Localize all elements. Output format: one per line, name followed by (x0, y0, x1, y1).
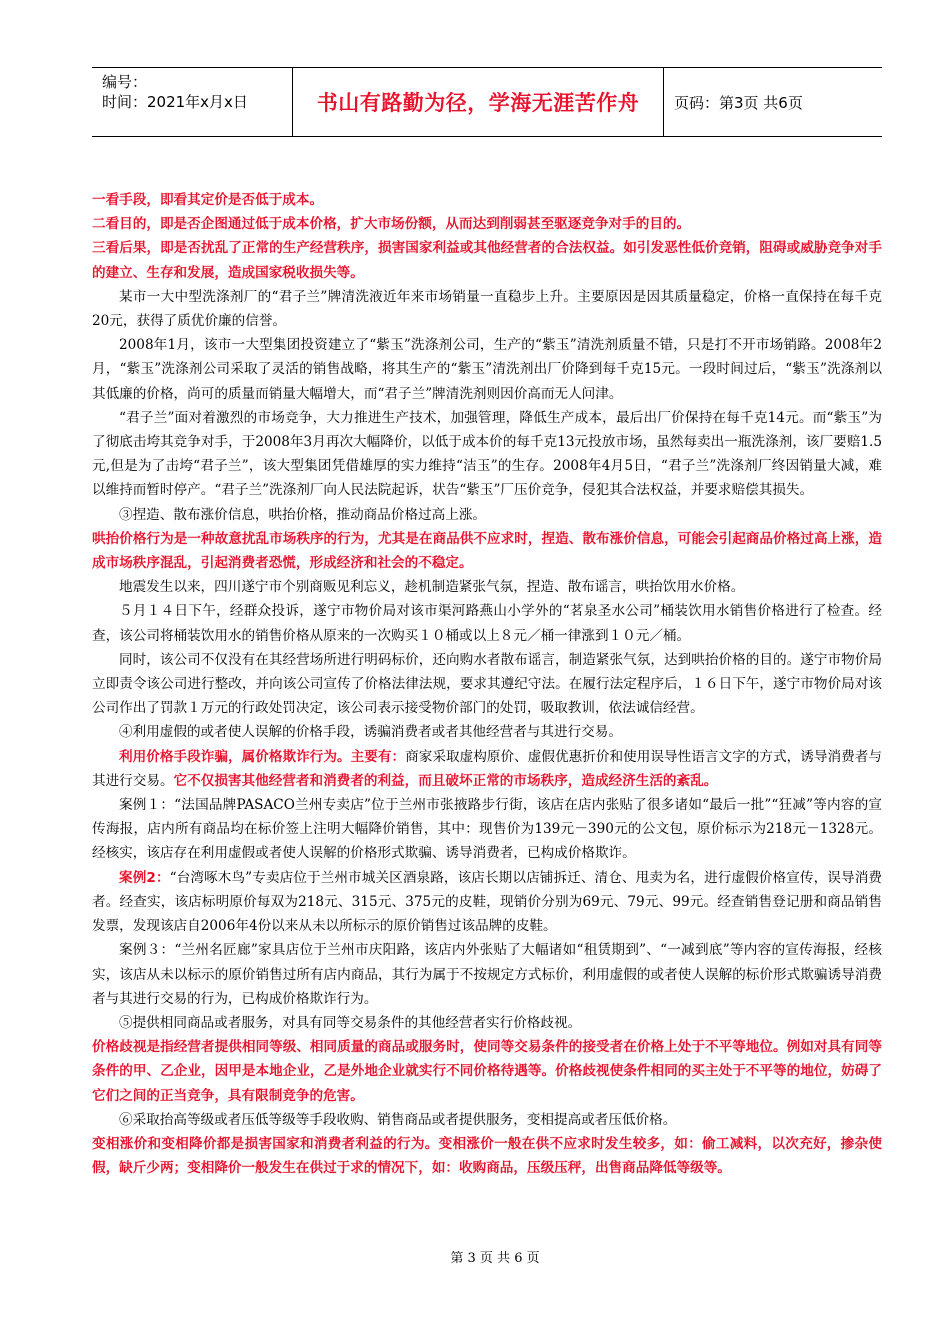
paragraph-text: 某市一大中型洗涤剂厂的“君子兰”牌清洗液近年来市场销量一直稳步上升。主要原因是因其质量稳定，价格一直保持在每千克20元，获得了质优价廉的信誉。 (92, 288, 882, 330)
paragraph-text: ③捏造、散布涨价信息，哄抬价格，推动商品价格过高上涨。 (119, 506, 487, 523)
body-paragraph (92, 406, 882, 503)
body-paragraph (92, 599, 882, 647)
body-paragraph (92, 1011, 882, 1035)
body-paragraph (92, 503, 882, 527)
body-paragraph (92, 575, 882, 599)
emphasis-text: 它不仅损害其他经营者和消费者的利益，而且破坏正常的市场秩序，造成经济生活的紊乱。 (173, 772, 718, 789)
highlight-paragraph (92, 188, 882, 212)
body-paragraph (92, 793, 882, 866)
paragraph-text: 地震发生以来，四川遂宁市个别商贩见利忘义，趁机制造紧张气氛，捏造、散布谣言，哄抬饮用水价格。 (119, 579, 745, 596)
body-paragraph (92, 745, 882, 793)
page-header (92, 67, 882, 137)
body-paragraph (92, 938, 882, 1011)
paragraph-text: 案例３：“兰州名匠廊”家具店位于兰州市庆阳路，该店内外张贴了大幅诸如“租赁期到”、“一减到底”等内容的宣传海报，经核实，该店从未以标示的原价销售过所有店内商品，其行为属于不按规定方式标价，利用虚假的或者使人误解的标价形式欺骗诱导消费者与其进行交易的行为，已构成价格欺诈行为。 (92, 942, 882, 1007)
body-paragraph (92, 285, 882, 333)
body-paragraph (92, 648, 882, 721)
emphasis-text: 利用价格手段诈骗，属价格欺诈行为。主要有： (119, 748, 406, 765)
emphasis-text: 哄抬价格行为是一种故意扰乱市场秩序的行为，尤其是在商品供不应求时，捏造、散布涨价信息，可能会引起商品价格过高上涨，造成市场秩序混乱，引起消费者恐慌，形成经济和社会的不稳定。 (92, 530, 882, 572)
body-paragraph (92, 333, 882, 406)
time-label: 时间：2021年x月x日 (102, 93, 248, 111)
code-label: 编号： (102, 73, 148, 91)
page-footer: 第 3 页 共 6 页 (450, 1251, 540, 1266)
body-paragraph (92, 866, 882, 939)
highlight-paragraph (92, 1132, 882, 1180)
paragraph-text: 商家采取虚构原价、虚假优惠折价和使用误导性语言文字的方式，诱导消费者与其进行交易。 (92, 748, 883, 789)
paragraph-text: ⑥采取抬高等级或者压低等级等手段收购、销售商品或者提供服务，变相提高或者压低价格。 (119, 1111, 677, 1128)
paragraph-text: “君子兰”面对着激烈的市场竞争，大力推进生产技术，加强管理，降低生产成本，最后出厂价保持在每千克14元。而“紫玉”为了彻底击垮其竞争对手，于2008年3月再次大幅降价，以低于成本价的每千克13元投放市场，虽然每卖出一瓶洗涤剂，该厂要赔1.5元,但是为了击垮“君子兰”，该大型集团凭借雄厚的实力维持“洁玉”的生存。2008年4月5日，“君子兰”洗涤剂厂终因销量大减，难以维持而暂时停产。“君子兰”洗涤剂厂向人民法院起诉，状告“紫玉”厂压价竞争，侵犯其合法权益，并要求赔偿其损失。 (92, 409, 882, 499)
paragraph-text: ④利用虚假的或者使人误解的价格手段，诱骗消费者或者其他经营者与其进行交易。 (119, 724, 622, 741)
emphasis-text: 价格歧视是指经营者提供相同等级、相同质量的商品或服务时，使同等交易条件的接受者在价格上处于不平等地位。例如对具有同等条件的甲、乙企业，因甲是本地企业，乙是外地企业就实行不同价格待遇等。价格歧视使条件相同的买主处于不平等的地位，妨碍了它们之间的正当竞争，具有限制竞争的危害。 (92, 1039, 882, 1104)
paragraph-text: 同时，该公司不仅没有在其经营场所进行明码标价，还向购水者散布谣言，制造紧张气氛，达到哄抬价格的目的。遂宁市物价局立即责令该公司进行整改，并向该公司宣传了价格法律法规，要求其遵纪守法。在履行法定程序后，１６日下午，遂宁市物价局对该公司作出了罚款１万元的行政处罚决定，该公司表示接受物价部门的处罚，吸取教训，依法诚信经营。 (92, 651, 882, 717)
body-paragraph (92, 1108, 882, 1132)
emphasis-text: 三看后果，即是否扰乱了正常的生产经营秩序，损害国家利益或其他经营者的合法权益。如引发恶性低价竞销，阻碍或威胁竞争对手的建立、生存和发展，造成国家税收损失等。 (92, 240, 882, 281)
paragraph-text: ５月１４日下午，经群众投诉，遂宁市物价局对该市渠河路燕山小学外的“茗泉圣水公司”桶装饮用水销售价格进行了检查。经查，该公司将桶装饮用水的销售价格从原来的一次购买１０桶或以上８元／桶一律涨到１０元／桶。 (92, 603, 882, 644)
paragraph-text: 案例１：“法国品牌PASACO兰州专卖店”位于兰州市张掖路步行街，该店在店内张贴了很多诸如“最后一批”“狂减”等内容的宣传海报，店内所有商品均在标价签上注明大幅降价销售，其中：现售价为139元－390元的公文包，原价标示为218元－1328元。经核实，该店存在利用虚假或者使人误解的价格形式欺骗、诱导消费者，已构成价格欺诈。 (92, 797, 882, 862)
highlight-paragraph (92, 527, 882, 575)
emphasis-text: 二看目的，即是否企图通过低于成本价格，扩大市场份额，从而达到削弱甚至驱逐竞争对手的目的。 (92, 216, 691, 233)
emphasis-text: 案例2： (119, 869, 170, 886)
highlight-paragraph (92, 1035, 882, 1108)
paragraph-text: ⑤提供相同商品或者服务，对具有同等交易条件的其他经营者实行价格歧视。 (119, 1014, 582, 1031)
header-page-label: 页码：第3页 共6页 (674, 93, 803, 112)
emphasis-text: 一看手段，即看其定价是否低于成本。 (92, 192, 324, 208)
body-paragraph (92, 720, 882, 744)
paragraph-text: 2008年1月，该市一大型集团投资建立了“紫玉”洗涤剂公司，生产的“紫玉”清洗剂质量不错，只是打不开市场销路。2008年2月，“紫玉”洗涤剂公司采取了灵活的销售战略，将其生产的“紫玉”清洗剂出厂价降到每千克15元。一段时间过后，“紫玉”洗涤剂以其低廉的价格，尚可的质量而销量大幅增大，而“君子兰”牌清洗剂则因价高而无人问津。 (92, 337, 882, 402)
paragraph-text: “台湾啄木鸟”专卖店位于兰州市城关区酒泉路，该店长期以店铺拆迁、清仓、甩卖为名，进行虚假价格宣传，误导消费者。经查实，该店标明原价每双为218元、315元、375元的皮鞋，现销价分别为69元、79元、99元。经查销售登记册和商品销售发票，发现该店自2006年4份以来从未以所标示的原价销售过该品牌的皮鞋。 (92, 869, 882, 935)
header-motto: 书山有路勤为径，学海无涯苦作舟 (292, 68, 664, 136)
highlight-paragraph (92, 236, 882, 284)
highlight-paragraph (92, 212, 882, 236)
document-body (92, 188, 882, 1180)
emphasis-text: 变相涨价和变相降价都是损害国家和消费者利益的行为。变相涨价一般在供不应求时发生较多，如：偷工减料，以次充好，掺杂使假，缺斤少两；变相降价一般发生在供过于求的情况下，如：收购商品，压级压秤，出售商品降低等级等。 (92, 1135, 882, 1177)
header-meta (92, 68, 292, 136)
